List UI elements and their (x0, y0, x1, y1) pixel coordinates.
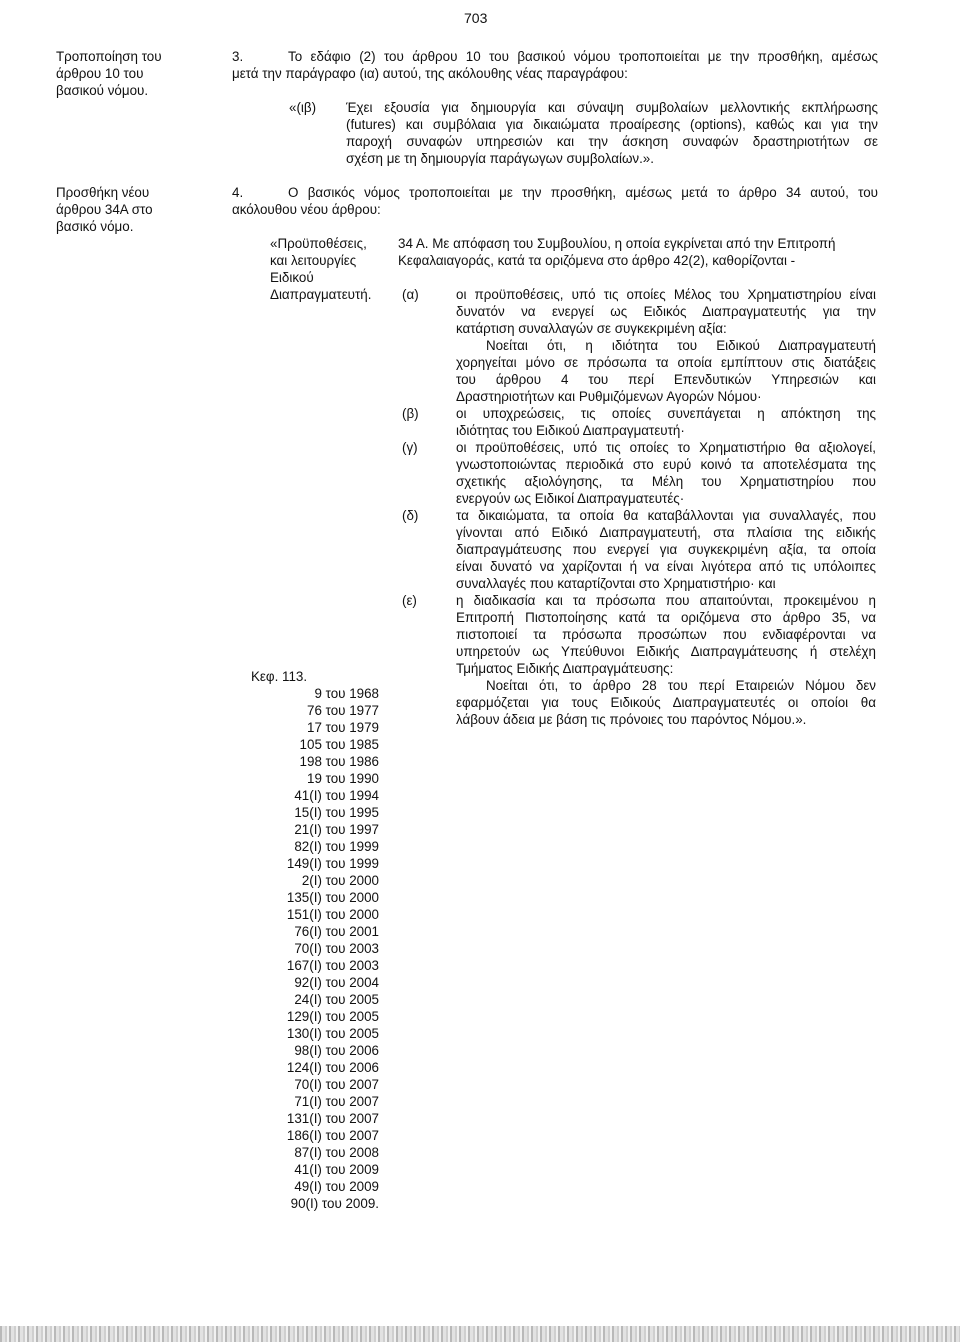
item-a-line: χορηγείται μόνο σε πρόσωπα τα οποία εμπίπτουν στις διατάξεις (456, 355, 876, 370)
article-heading-line: «Προϋποθέσεις, (270, 236, 367, 251)
item-e-line: πιστοποιεί τα πρόσωπα προσώπων που ενδιαφέρονται να (456, 627, 876, 642)
item-d-line: συναλλαγές που καταρτίζονται στο Χρηματιστήριο· και (456, 576, 776, 591)
law-ref: 17 του 1979 (307, 720, 379, 735)
section-3-number: 3. (232, 49, 244, 64)
section-4-line: Ο βασικός νόμος τροποποιείται με την προσθήκη, αμέσως μετά το άρθρο 34 αυτού, του (288, 185, 878, 200)
margin-note-line: Τροποποίηση του (56, 49, 162, 64)
article-heading-line: και λειτουργίες (270, 253, 357, 268)
item-a-line: κατάρτιση συναλλαγών σε συγκεκριμένη αξία: (456, 321, 727, 336)
law-ref: 21(Ι) του 1997 (294, 822, 379, 837)
law-ref: 186(Ι) του 2007 (286, 1128, 379, 1143)
paragraph-iv-line: σχέση με τη δημιουργία παράγωγων συμβολαίων.». (346, 151, 654, 166)
margin-note-line: άρθρου 10 του (56, 66, 144, 81)
margin-note-line: βασικό νόμο. (56, 219, 134, 234)
law-ref: 151(Ι) του 2000 (286, 907, 379, 922)
section-4-line: ακόλουθου νέου άρθρου: (232, 202, 381, 217)
item-c-line: σχετικής αξιολόγησης, τα Μέλη του Χρηματιστηρίου που (456, 474, 876, 489)
section-3-line: μετά την παράγραφο (ια) αυτού, της ακόλουθης νέας παραγράφου: (232, 66, 628, 81)
law-ref: 167(Ι) του 2003 (286, 958, 379, 973)
scan-edge-strip (0, 1326, 960, 1342)
item-e-text (456, 592, 876, 677)
law-ref: 71(Ι) του 2007 (294, 1094, 379, 1109)
law-ref: 19 του 1990 (307, 771, 379, 786)
law-ref: 92(Ι) του 2004 (294, 975, 379, 990)
law-ref: 105 του 1985 (299, 737, 379, 752)
item-b-line: οι υποχρεώσεις, τις οποίες συνεπάγεται η απόκτηση της (456, 406, 876, 421)
final-proviso-line: Νοείται ότι, το άρθρο 28 του περί Εταιρειών Νόμου δεν (486, 678, 876, 693)
paragraph-iv-line: (futures) και συμβόλαια για δικαιώματα προαίρεσης (options), καθώς και για την (346, 117, 878, 132)
item-label-b: (β) (402, 406, 419, 421)
law-ref: 98(Ι) του 2006 (294, 1043, 379, 1058)
law-ref: 87(Ι) του 2008 (294, 1145, 379, 1160)
item-a-line: του άρθρου 4 του περί Επενδυτικών Υπηρεσιών και (456, 372, 876, 387)
item-c-line: γνωστοποιώντας περιοδικά στο ευρύ κοινό τα αποτελέσματα της (456, 457, 876, 472)
margin-note-amendment (56, 48, 206, 99)
law-ref: 41(Ι) του 2009 (294, 1162, 379, 1177)
law-ref: 82(Ι) του 1999 (294, 839, 379, 854)
final-proviso-line: εφαρμόζεται για τους Ειδικούς Διαπραγματευτές οι οποίοι θα (456, 695, 876, 710)
law-ref: 15(Ι) του 1995 (294, 805, 379, 820)
law-ref: 49(Ι) του 2009 (294, 1179, 379, 1194)
paragraph-iv-label: «(ιβ) (289, 100, 317, 115)
item-a-proviso-line: Νοείται ότι, η ιδιότητα του Ειδικού Διαπραγματευτή (486, 338, 876, 353)
law-ref: 130(Ι) του 2005 (286, 1026, 379, 1041)
item-label-e: (ε) (402, 593, 417, 608)
law-ref: 2(Ι) του 2000 (301, 873, 379, 888)
margin-note-line: βασικού νόμου. (56, 83, 149, 98)
item-e-line: Επιτροπή Πιστοποίησης κατά τα οριζόμενα στο άρθρο 35, να (456, 610, 876, 625)
law-ref: 135(Ι) του 2000 (286, 890, 379, 905)
law-ref: 41(Ι) του 1994 (294, 788, 379, 803)
margin-note-line: Προσθήκη νέου (56, 185, 150, 200)
item-d-line: γίνονται από Ειδικό Διαπραγματευτή, στα πλαίσια της ειδικής (456, 525, 876, 540)
law-ref: 198 του 1986 (299, 754, 379, 769)
law-ref: 9 του 1968 (314, 686, 379, 701)
law-ref: 76 του 1977 (307, 703, 379, 718)
law-ref: 129(Ι) του 2005 (286, 1009, 379, 1024)
article-heading-line: Διαπραγματευτή. (270, 287, 372, 302)
margin-note-addition (56, 184, 206, 235)
law-ref: 131(Ι) του 2007 (286, 1111, 379, 1126)
law-ref: 70(Ι) του 2007 (294, 1077, 379, 1092)
law-ref: 124(Ι) του 2006 (286, 1060, 379, 1075)
final-proviso (456, 677, 876, 728)
item-e-line: υπηρετούν ως Υπεύθυνοι Ειδικής Διαπραγμάτευσης ή στελέχη (456, 644, 876, 659)
final-proviso-line: λάβουν άδεια με βάση τις πρόνοιες του παρόντος Νόμου.». (456, 712, 807, 727)
item-e-line: η διαδικασία και τα πρόσωπα που απαιτούνται, προκειμένου η (456, 593, 876, 608)
law-ref: 70(Ι) του 2003 (294, 941, 379, 956)
item-b-text (456, 405, 876, 439)
item-b-line: ιδιότητας του Ειδικού Διαπραγματευτή· (456, 423, 685, 438)
article-heading (270, 235, 390, 303)
law-ref: 24(Ι) του 2005 (294, 992, 379, 1007)
item-a-line: οι προϋποθέσεις, υπό τις οποίες Μέλος του Χρηματιστηρίου είναι (456, 287, 876, 302)
item-a-text (456, 286, 876, 405)
item-c-line: οι προϋποθέσεις, υπό τις οποίες το Χρηματιστήριο θα αξιολογεί, (456, 440, 876, 455)
paragraph-iv-line: παροχή συναφών υπηρεσιών και την άσκηση συναφών δραστηριοτήτων σε (346, 134, 878, 149)
item-label-d: (δ) (402, 508, 419, 523)
item-e-line: Τμήματος Ειδικής Διαπραγμάτευσης: (456, 661, 674, 676)
article-34a-line: Κεφαλαιαγοράς, κατά τα οριζόμενα στο άρθρο 42(2), καθορίζονται - (398, 253, 796, 268)
item-d-line: τα δικαιώματα, τα οποία θα καταβάλλονται για συναλλαγές, που (456, 508, 876, 523)
item-d-text (456, 507, 876, 592)
item-d-line: είναι δυνατό να χαρίζονται ή να είναι λιγότερα από τις υπόλοιπες (456, 559, 876, 574)
margin-note-line: άρθρου 34Α στο (56, 202, 153, 217)
item-a-line: Δραστηριοτήτων και Ρυθμιζόμενων Αγορών Νόμου· (456, 389, 762, 404)
section-3-line: Το εδάφιο (2) του άρθρου 10 του βασικού νόμου τροποποιείται με την προσθήκη, αμέσως (288, 49, 878, 64)
law-ref: 90(Ι) του 2009. (290, 1196, 379, 1211)
item-a-line: δυνατόν να ενεργεί ως Ειδικός Διαπραγματευτής για την (456, 304, 876, 319)
section-4-number: 4. (232, 185, 244, 200)
law-ref: 76(Ι) του 2001 (294, 924, 379, 939)
paragraph-iv-line: Έχει εξουσία για δημιουργία και σύναψη συμβολαίων μελλοντικής εκπλήρωσης (346, 100, 878, 115)
section-3-text (288, 48, 878, 65)
item-d-line: διαπραγμάτευσης που ενεργεί για συγκεκριμένη αξία, τα οποία (456, 542, 876, 557)
item-label-c: (γ) (402, 440, 418, 455)
law-ref: Κεφ. 113. (251, 669, 308, 684)
article-34a-line: 34 Α. Με απόφαση του Συμβουλίου, η οποία εγκρίνεται από την Επιτροπή (398, 236, 836, 251)
item-c-line: ενεργούν ως Ειδικοί Διαπραγματευτές· (456, 491, 685, 506)
law-references (251, 668, 379, 1212)
article-heading-line: Ειδικού (270, 270, 314, 285)
section-4-text (288, 184, 878, 201)
item-label-a: (α) (402, 287, 419, 302)
item-c-text (456, 439, 876, 507)
law-ref: 149(Ι) του 1999 (286, 856, 379, 871)
paragraph-iv-text (346, 99, 878, 167)
page-number: 703 (464, 10, 488, 26)
